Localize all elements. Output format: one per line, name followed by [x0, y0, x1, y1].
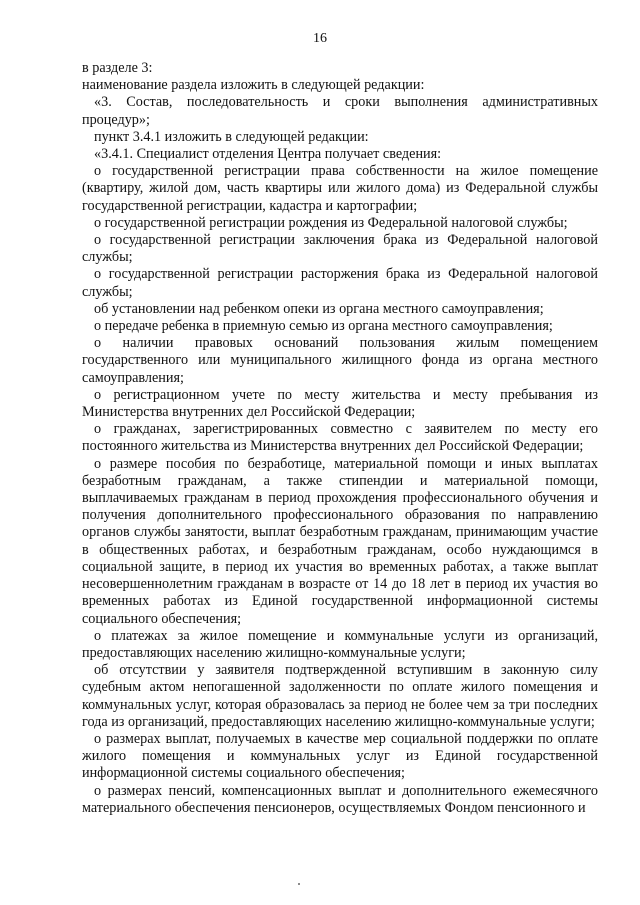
scan-speck: [298, 883, 300, 885]
paragraph: о государственной регистрации рождения из Федеральной налоговой службы;: [94, 214, 568, 231]
paragraph: «3. Состав, последовательность и сроки выполнения административных процедур»;: [82, 94, 598, 128]
paragraph: о государственной регистрации права собственности на жилое помещение (квартиру, жилой дом, часть квартиры или жилого дома) из Федеральной службы государственной регистрации, кадастра и картографии;: [82, 163, 598, 214]
document-body: [82, 60, 598, 817]
paragraph: в разделе 3:: [82, 60, 153, 76]
paragraph: о наличии правовых оснований пользования жилым помещением государственного или муниципального жилищного фонда из органа местного самоуправления;: [82, 335, 598, 386]
paragraph: пункт 3.4.1 изложить в следующей редакции:: [94, 128, 369, 145]
paragraph: о гражданах, зарегистрированных совместно с заявителем по месту его постоянного жительства из Министерства внутренних дел Российской Федерации;: [82, 421, 598, 455]
paragraph: о передаче ребенка в приемную семью из органа местного самоуправления;: [94, 318, 553, 335]
paragraph: о размерах выплат, получаемых в качестве мер социальной поддержки по оплате жилого помещения и коммунальных услуг из Единой государственной информационной системы социального обеспечения;: [82, 730, 598, 782]
paragraph: об установлении над ребенком опеки из органа местного самоуправления;: [94, 300, 544, 317]
paragraph: о государственной регистрации заключения брака из Федеральной налоговой службы;: [82, 232, 598, 266]
paragraph: о государственной регистрации расторжения брака из Федеральной налоговой службы;: [82, 266, 598, 300]
paragraph: «3.4.1. Специалист отделения Центра получает сведения:: [94, 146, 442, 163]
paragraph: о размерах пенсий, компенсационных выплат и дополнительного ежемесячного материального обеспечения пенсионеров, осуществляемых Фондом пенсионного и: [82, 782, 598, 816]
paragraph: о размере пособия по безработице, материальной помощи и иных выплатах безработным гражданам, а также стипендии и материальной помощи, выплачиваемых гражданам в период прохождения профессионального обучения и получения дополнительного профессионального образования по направлению органов службы занятости, выплат безработным гражданам, принимающим участие в общественных работах, и безработным гражданам, особо нуждающимся в социальной защите, в период их участия во временных работах, а также выплат несовершеннолетним гражданам в возрасте от 14 до 18 лет в период их участия во временных работах из Единой государственной информационной системы социального обеспечения;: [82, 455, 598, 627]
paragraph: наименование раздела изложить в следующей редакции:: [82, 77, 425, 94]
page-number: 16: [313, 31, 327, 46]
paragraph: об отсутствии у заявителя подтвержденной вступившим в законную силу судебным актом непогашенной задолженности по оплате жилого помещения и коммунальных услуг, которая образовалась за период не более чем за три последних года из организаций, предоставляющих населению жилищно-коммунальные услуги;: [82, 662, 598, 730]
paragraph: о платежах за жилое помещение и коммунальные услуги из организаций, предоставляющих населению жилищно-коммунальные услуги;: [82, 627, 598, 661]
paragraph: о регистрационном учете по месту жительства и месту пребывания из Министерства внутренних дел Российской Федерации;: [82, 386, 598, 421]
